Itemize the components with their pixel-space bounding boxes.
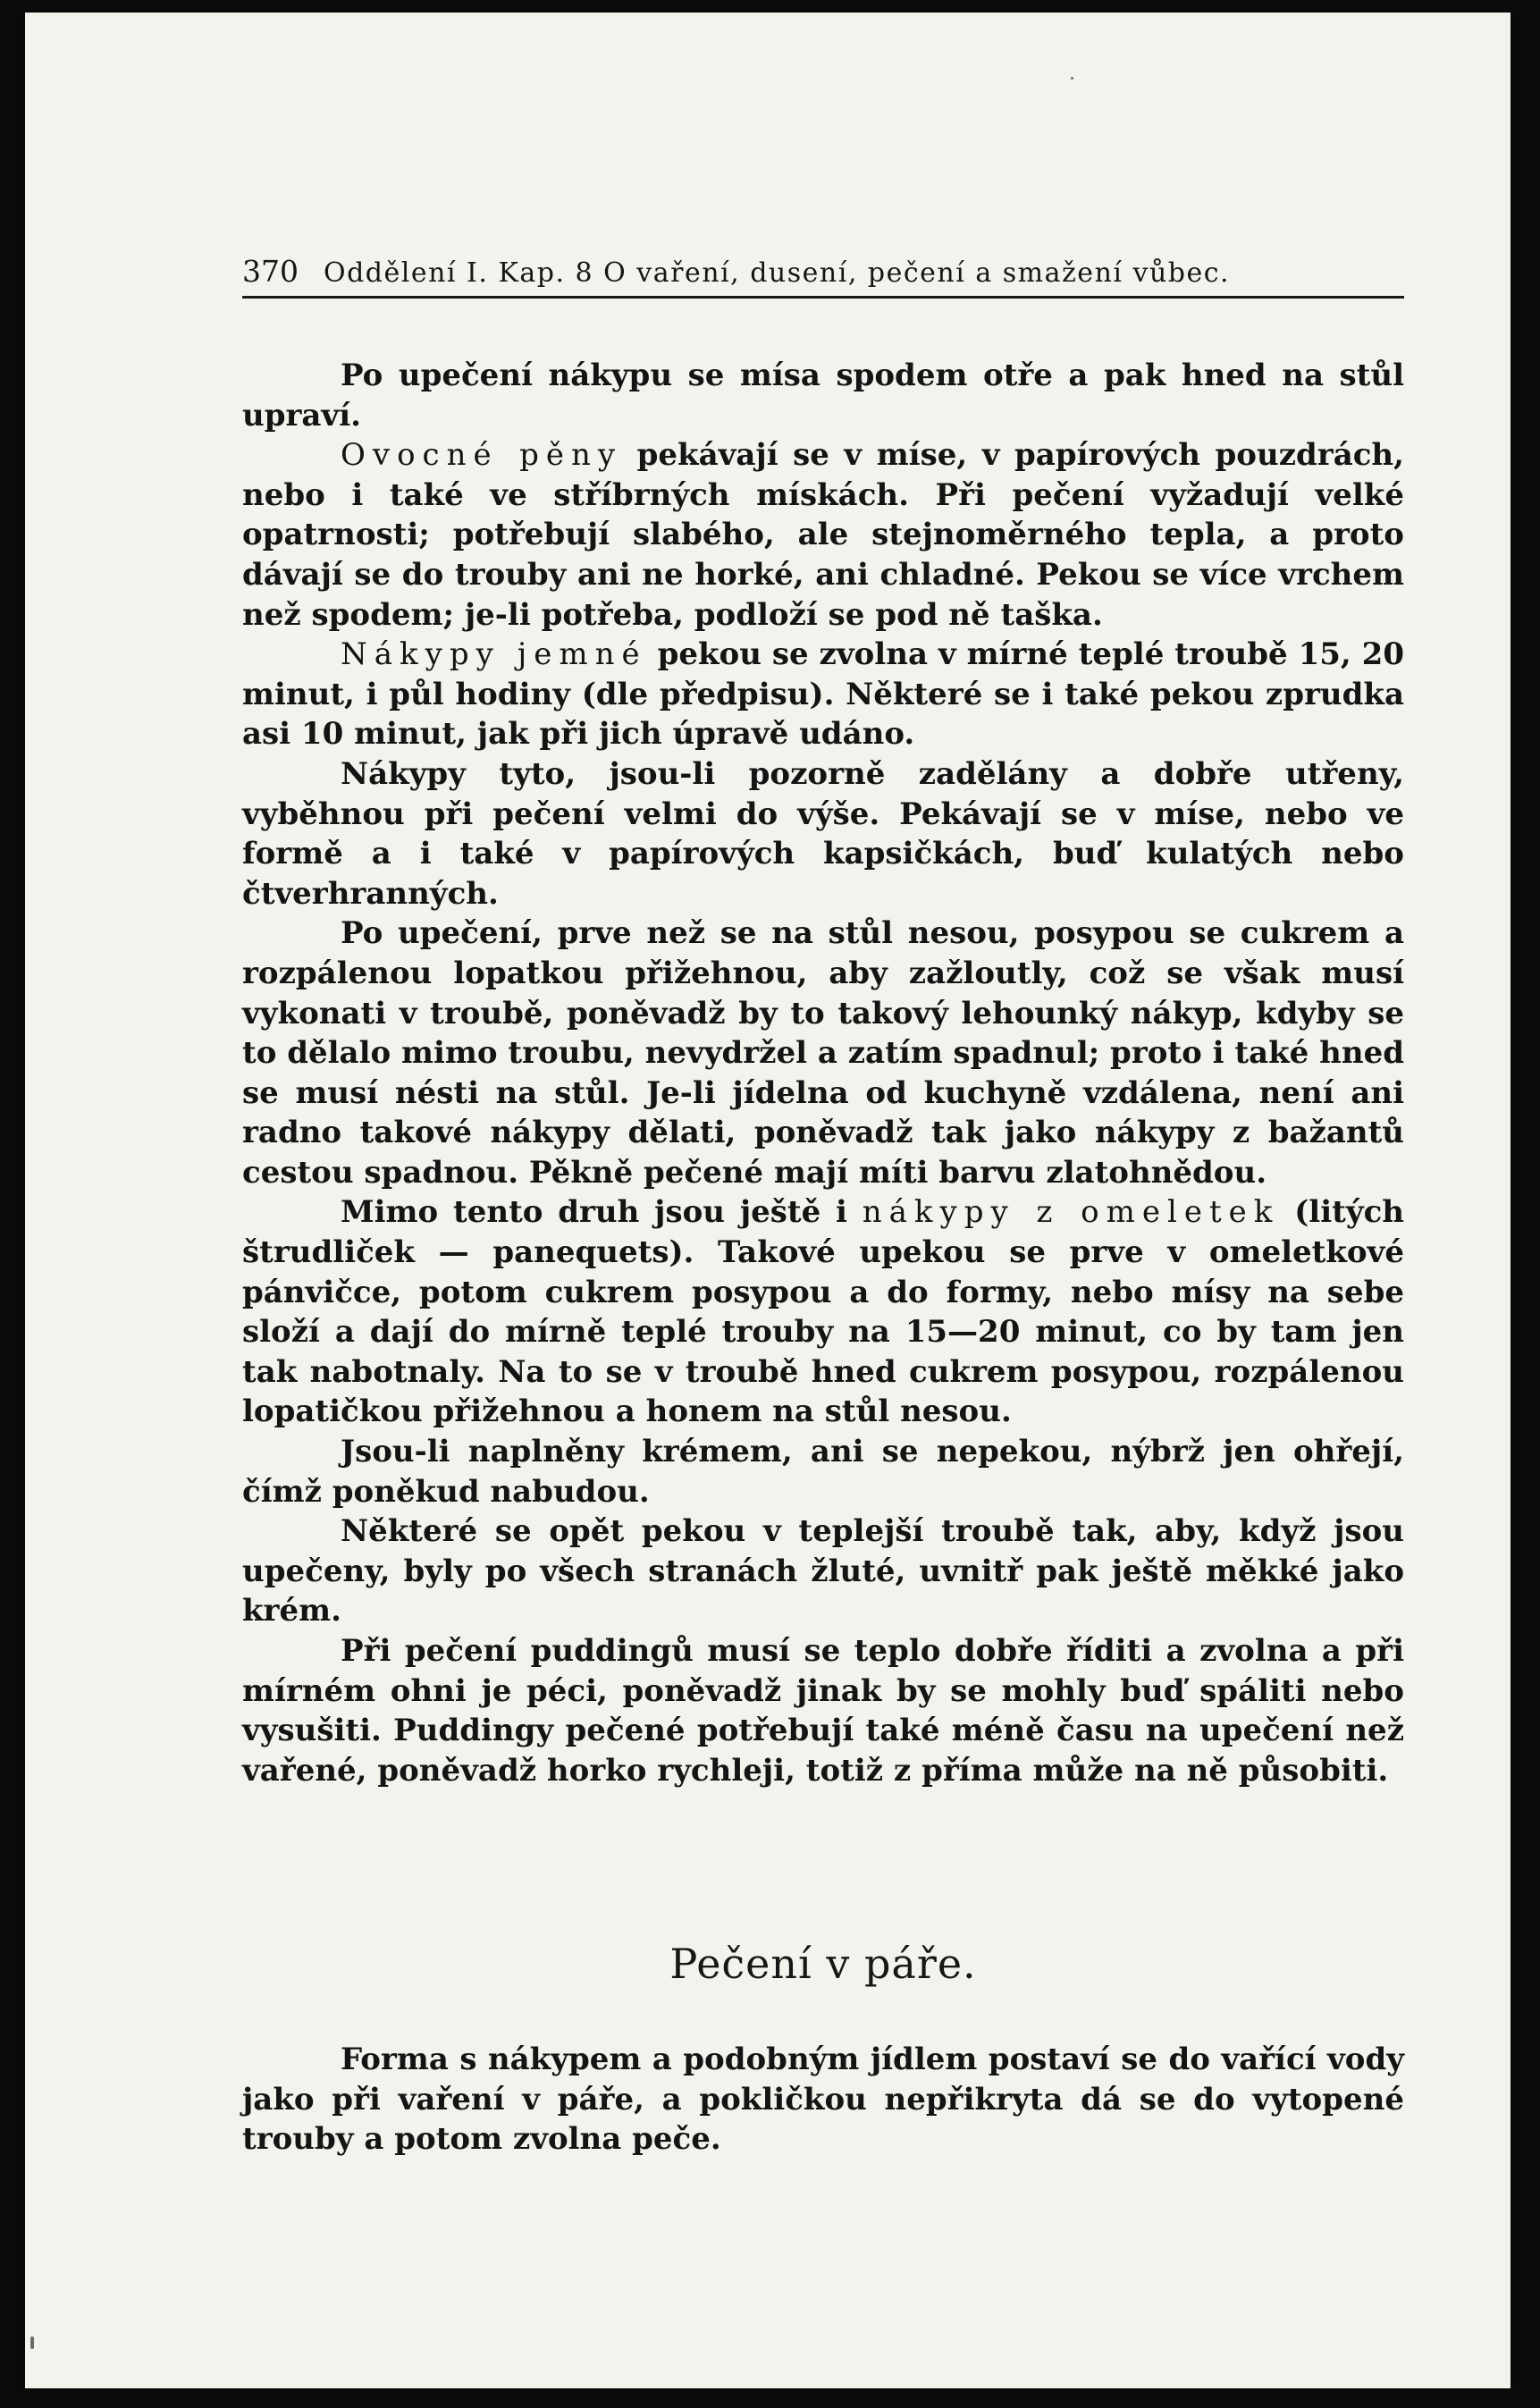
paragraph-text: Některé se opět pekou v teplejší troubě tak, aby, když jsou upečeny, byly po všech stranách žluté, uvnitř pak ještě měkké jako krém. <box>242 1513 1404 1629</box>
paragraph-text: Jsou-li naplněny krémem, ani se nepekou, nýbrž jen ohřejí, čímž poněkud nabudou. <box>242 1434 1404 1510</box>
paragraph-text: (litých štrudliček — panequets). Takové upekou se prve v omeletkové pánvičce, potom cukrem posypou a do formy, nebo mísy na sebe složí a dají do mírně teplé trouby na 15—20 minut, co by tam jen tak nabotnaly. Na to se v troubě hned cukrem posypou, rozpálenou lopatičkou přižehnou a honem na stůl nesou. <box>242 1194 1404 1430</box>
paragraph-text: pekávají se v míse, v papírových pouzdrách, nebo i také ve stříbrných mískách. Při pečení vyžadují velké opatrnosti; potřebují slabého, ale stejnoměrného tepla, a proto dávají se do trouby ani ne horké, ani chladné. Pekou se více vrchem než spodem; je-li potřeba, podloží se pod ně taška. <box>242 437 1404 633</box>
scan-speck <box>30 2336 34 2349</box>
paragraph-text: Mimo tento druh jsou ještě i <box>341 1194 863 1231</box>
running-title: Oddělení I. Kap. 8 O vaření, dusení, pečení a smažení vůbec. <box>324 257 1231 289</box>
paragraph <box>242 635 1404 754</box>
paragraph <box>242 435 1404 635</box>
paragraph <box>242 1631 1404 1790</box>
page-number: 370 <box>242 254 299 289</box>
body-text <box>242 356 1404 1790</box>
paragraph <box>242 356 1404 435</box>
section-body <box>242 2040 1404 2160</box>
scan-speck <box>1071 77 1073 80</box>
spaced-term: nákypy z omeletek <box>862 1194 1280 1231</box>
paragraph-text: Po upečení nákypu se mísa spodem otře a pak hned na stůl upraví. <box>242 358 1404 434</box>
spaced-term: Nákypy jemné <box>341 636 647 673</box>
paragraph <box>242 754 1404 914</box>
paragraph-text: Při pečení puddingů musí se teplo dobře říditi a zvolna a při mírném ohni je péci, poněvadž jinak by se mohly buď spáliti nebo vysušiti. Puddingy pečené potřebují také méně času na upečení než vařené, poněvadž horko rychleji, totiž z příma může na ně působiti. <box>242 1633 1404 1789</box>
paragraph <box>242 1192 1404 1432</box>
spaced-term: Ovocné pěny <box>341 437 623 474</box>
section-title: Pečení v páře. <box>669 1940 977 1988</box>
paragraph-text: Forma s nákypem a podobným jídlem postaví se do vařící vody jako při vaření v páře, a pokličkou nepřikryta dá se do vytopené trouby a potom zvolna peče. <box>242 2042 1404 2158</box>
paragraph <box>242 914 1404 1192</box>
paragraph-text: Nákypy tyto, jsou-li pozorně zadělány a dobře utřeny, vyběhnou při pečení velmi do výše. Pekávají se v míse, nebo ve formě a i také v papírových kapsičkách, buď kulatých nebo čtverhranných. <box>242 755 1404 912</box>
running-header <box>242 256 1404 299</box>
paragraph-text: pekou se zvolna v mírné teplé troubě 15, 20 minut, i půl hodiny (dle předpisu). Některé se i také pekou zprudka asi 10 minut, jak při jich úpravě udáno. <box>242 636 1405 753</box>
paragraph <box>242 1511 1404 1631</box>
paragraph <box>242 1432 1404 1511</box>
paragraph <box>242 2040 1404 2160</box>
paragraph-text: Po upečení, prve než se na stůl nesou, posypou se cukrem a rozpálenou lopatkou přižehnou, aby zažloutly, což se však musí vykonati v troubě, poněvadž by to takový lehounký nákyp, kdyby se to dělalo mimo troubu, nevydržel a zatím spadnul; proto i také hned se musí nésti na stůl. Je-li jídelna od kuchyně vzdálena, není ani radno takové nákypy dělati, poněvadž tak jako nákypy z bažantů cestou spadnou. Pěkně pečené mají míti barvu zlatohnědou. <box>242 915 1404 1191</box>
